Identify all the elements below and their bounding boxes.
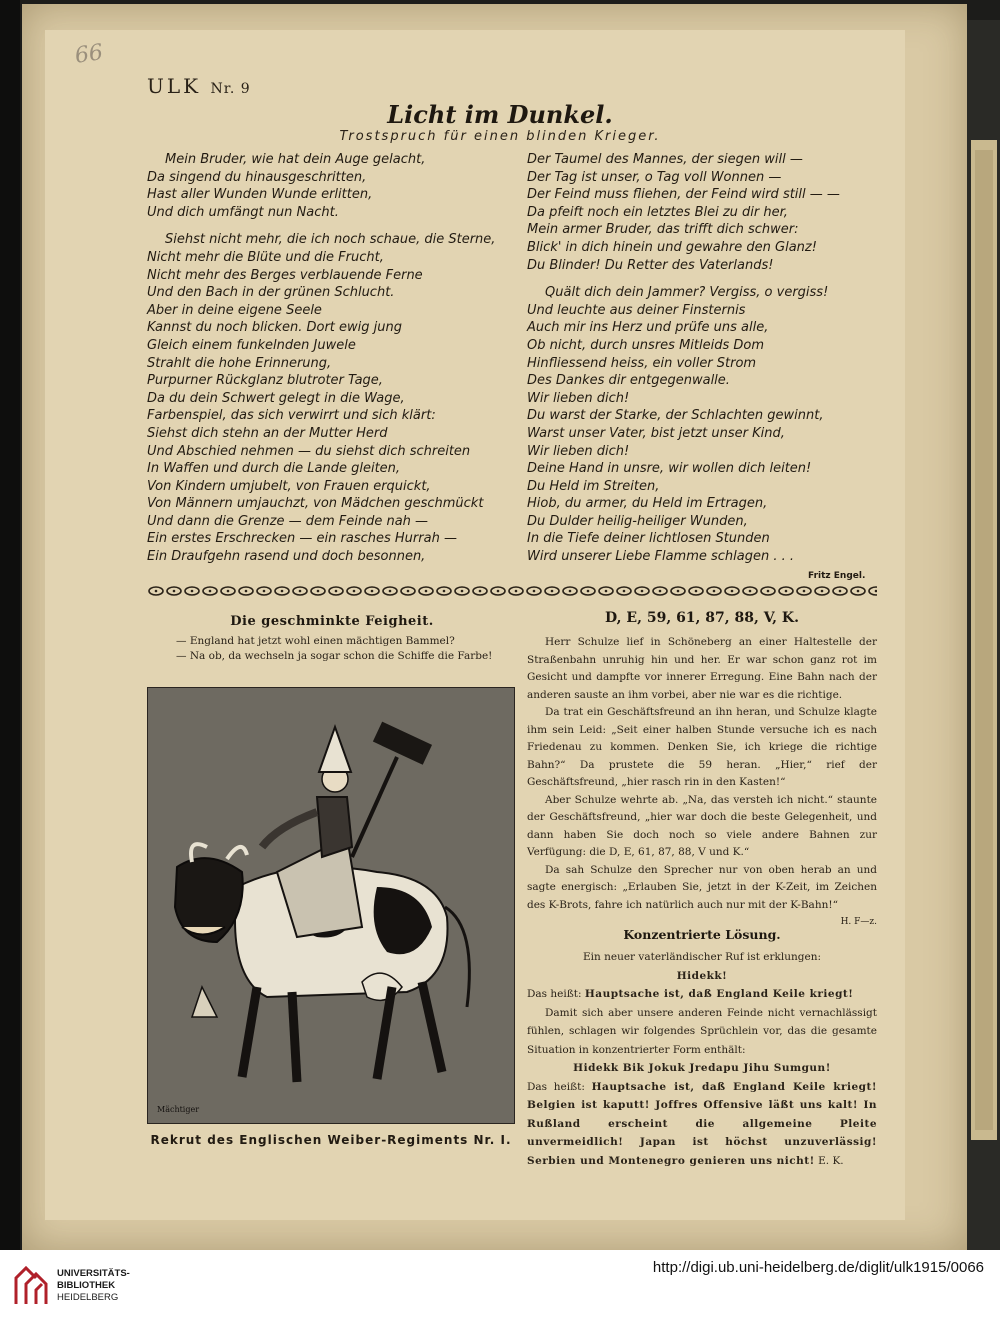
konz-body (527, 948, 877, 1170)
poem-line: Kannst du noch blicken. Dort ewig jung (147, 320, 403, 336)
poem-line: Warst unser Vater, bist jetzt unser Kind, (527, 425, 785, 441)
poem-line: Du warst der Starke, der Schlachten gewinnt, (527, 408, 824, 424)
feigheit-title: Die geschminkte Feigheit. (230, 614, 434, 629)
cartoon-caption: Rekrut des Englischen Weiber-Regiments Nr. I. (150, 1133, 512, 1147)
poem-line: Der Tag ist unser, o Tag voll Wonnen — (527, 169, 782, 185)
stanza-gap (147, 221, 495, 231)
poem-line: Der Feind muss fliehen, der Feind wird still — — (527, 187, 840, 203)
poem-line: Auch mir ins Herz und prüfe uns alle, (527, 320, 769, 336)
poem-line: Blick' in dich hinein und gewahre den Glanz! (527, 239, 817, 255)
story-body (527, 634, 877, 932)
masthead-issue: Nr. 9 (210, 81, 251, 97)
library-name-line1: UNIVERSITÄTS- (57, 1268, 130, 1279)
dialogue-line: — Na ob, da wechseln ja sogar schon die Schiffe die Farbe! (176, 650, 493, 662)
poem-line: Aber in deine eigene Seele (147, 302, 322, 318)
poem-line: Mein Bruder, wie hat dein Auge gelacht, (165, 152, 426, 167)
konz-paragraph: Damit sich aber unsere anderen Feinde nicht vernachlässigt fühlen, schlagen wir folgendes Sprüchlein vor, das die gesamte Situation in konzentrierter Form enthält: (527, 1006, 877, 1056)
poem-line: Ein Draufgehn rasend und doch besonnen, (147, 549, 426, 565)
poem-line: Da pfeift noch ein letztes Blei zu dir her, (527, 204, 788, 220)
poem-line: Siehst dich stehn an der Mutter Herd (147, 425, 388, 441)
next-page-edge (967, 20, 1000, 1250)
poem-line: Von Männern umjauchzt, von Mädchen geschmückt (147, 496, 484, 512)
poem-line: Strahlt die hohe Erinnerung, (147, 355, 332, 371)
poem-line: Hinfliessend heiss, ein voller Strom (527, 355, 757, 371)
konz-final-bold: Hauptsache ist, daß England Keile kriegt! Belgien ist kaputt! Joffres Offensive läßt uns kalt! In Rußland erscheint die allgemeine Pleite unvermeidlich! Japan ist höchst unzuverlässig! Serbien und Montenegro genieren uns nicht! (527, 1080, 877, 1167)
poem-line: Hast aller Wunden Wunde erlitten, (147, 187, 373, 203)
stanza-gap (527, 274, 840, 284)
konz-explain (527, 985, 877, 1004)
dialogue-line: — England hat jetzt wohl einen mächtigen Bammel? (176, 635, 455, 647)
konz-signature: E. K. (818, 1154, 844, 1167)
poem-line: Quält dich dein Jammer? Vergiss, o vergiss! (545, 285, 829, 301)
poem-subtitle: Trostspruch für einen blinden Krieger. (339, 129, 661, 144)
poem-line: Farbenspiel, das sich verwirrt und sich klärt: (147, 408, 436, 424)
margin-note: 66 (73, 40, 105, 69)
poem-line: In die Tiefe deiner lichtlosen Stunden (527, 531, 770, 547)
poem-line: Des Dankes dir entgegenwalle. (527, 373, 730, 389)
konz-intro: Ein neuer vaterländischer Ruf ist erklungen: (582, 951, 822, 963)
konz-final-pre: Das heißt: (527, 1080, 592, 1093)
poem-line: Purpurner Rückglanz blutroter Tage, (147, 373, 383, 389)
konz-explain-bold: Hauptsache ist, daß England Keile kriegt! (584, 988, 854, 1000)
konz-final (527, 1078, 877, 1171)
konz-slogan (527, 1059, 877, 1078)
poem-line: Und den Bach in der grünen Schlucht. (147, 285, 395, 301)
poem-line: Und leuchte aus deiner Finsternis (527, 302, 746, 318)
story-paragraph: Da trat ein Geschäftsfreund an ihn heran, und Schulze klagte ihm sein Leid: „Seit einer halben Stunde versuche ich es nach Friedenau zu kommen. Denken Sie, ich kriege die richtige Bahn?“ Da prustete die 59 heran. „Hier,“ rief der Geschäftsfreund, „hier rasch rin in den Kasten!“ (527, 706, 877, 788)
poem-line: In Waffen und durch die Lande gleiten, (147, 461, 401, 477)
konz-explain-pre: Das heißt: (527, 988, 585, 1000)
poem-line: Nicht mehr die Blüte und die Frucht, (147, 249, 384, 265)
poem-line: Ob nicht, durch unsres Mitleids Dom (527, 337, 765, 353)
poem-line: Mein armer Bruder, das trifft dich schwer: (527, 222, 799, 238)
poem-line: Wir lieben dich! (527, 443, 630, 459)
book-binding (0, 0, 20, 1250)
konz-slogan-text: Hidekk Bik Jokuk Jredapu Jihu Sumgun! (573, 1062, 831, 1074)
poem-line: Gleich einem funkelnden Juwele (147, 337, 356, 353)
poem-line: Wir lieben dich! (527, 390, 630, 406)
poem-author: Fritz Engel. (808, 571, 866, 581)
masthead (147, 74, 251, 98)
poem-line: Und dann die Grenze — dem Feinde nah — (147, 513, 429, 529)
source-url-link[interactable]: http://digi.ub.uni-heidelberg.de/diglit/ulk1915/0066 (652, 1259, 984, 1276)
poem-line: Von Kindern umjubelt, von Frauen erquickt, (147, 478, 431, 494)
poem-right-column (527, 151, 840, 566)
konz-cry-text: Hidekk! (676, 969, 728, 982)
story-paragraph: Herr Schulze lief in Schöneberg an einer Haltestelle der Straßenbahn unruhig hin und her. Er war schon ganz rot im Gesicht und dampfte vor innerer Erregung. Eine Bahn nach der anderen sauste an ihm vorbei, aber nie war es die richtige. (527, 636, 877, 701)
poem-line: Wird unserer Liebe Flamme schlagen . . . (527, 549, 795, 565)
poem-line: Nicht mehr des Berges verblauende Ferne (147, 267, 423, 283)
next-page-edge-texture (967, 20, 1000, 1250)
poem-left-column (147, 151, 495, 566)
library-logo-icon (12, 1264, 54, 1308)
ornamental-divider (147, 584, 877, 598)
poem-line: Du Blinder! Du Retter des Vaterlands! (527, 257, 774, 273)
poem-line: Da singend du hinausgeschritten, (147, 169, 367, 185)
poem-line: Hiob, du armer, du Held im Ertragen, (527, 496, 768, 512)
konz-title: Konzentrierte Lösung. (623, 927, 781, 942)
story-paragraph: Aber Schulze wehrte ab. „Na, das versteh ich nicht.“ staunte der Geschäftsfreund, „hier war doch die beste Gelegenheit, und dann haben Sie doch noch so viele andere Bahnen zur Verfügung: die D, E, 61, 87, 88, V und K.“ (527, 793, 877, 858)
poem-line: Du Held im Streiten, (527, 478, 660, 494)
poem-line: Deine Hand in unsre, wir wollen dich leiten! (527, 461, 812, 477)
poem-line: Der Taumel des Mannes, der siegen will — (527, 152, 803, 167)
poem-line: Da du dein Schwert gelegt in die Wage, (147, 390, 405, 406)
feigheit-dialogue (176, 634, 492, 664)
poem-line: Siehst nicht mehr, die ich noch schaue, die Sterne, (165, 232, 496, 248)
library-name-line3: HEIDELBERG (57, 1292, 119, 1303)
poem-line: Und dich umfängt nun Nacht. (147, 204, 339, 220)
poem-line: Ein erstes Erschrecken — ein rasches Hurrah — (147, 531, 457, 547)
library-name-line2: BIBLIOTHEK (57, 1280, 116, 1291)
cow-leg (292, 992, 297, 1082)
story-title: D, E, 59, 61, 87, 88, V, K. (605, 610, 799, 626)
poem-title: Licht im Dunkel. (387, 100, 613, 129)
poem-line: Und Abschied nehmen — du siehst dich schreiten (147, 443, 471, 459)
masthead-name: ULK (147, 74, 202, 98)
story-signature: H. F—z. (840, 917, 877, 927)
cartoon-illustration (147, 687, 515, 1124)
story-paragraph: Da sah Schulze den Sprecher nur von oben herab an und sagte energisch: „Erlauben Sie, jetzt in der K-Zeit, im Zeichen des K-Brots, fahre ich natürlich auch nur mit der K-Bahn!“ (527, 863, 877, 911)
poem-line: Du Dulder heilig-heiliger Wunden, (527, 513, 748, 529)
cartoon-signature: Mächtiger (157, 1105, 200, 1114)
konz-cry (527, 967, 877, 986)
rider-body (317, 797, 352, 857)
